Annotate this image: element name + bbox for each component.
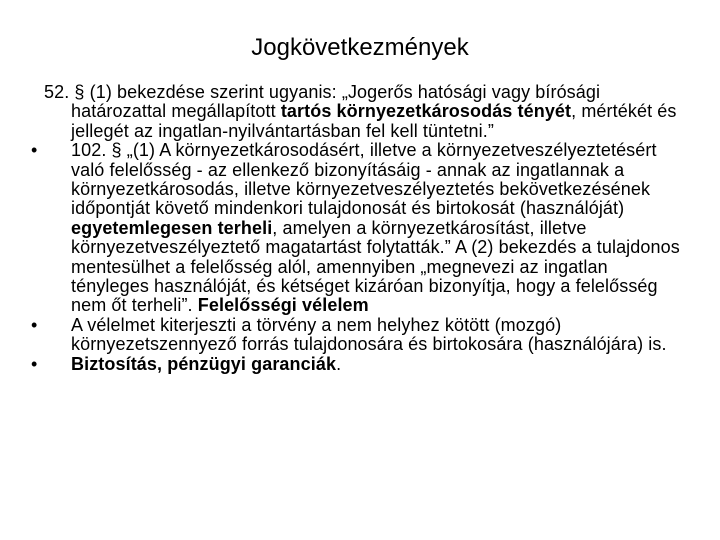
bullet-item-102 — [31, 140, 684, 316]
bullet-item-velelem — [31, 314, 684, 355]
bullet-102-text: 102. § „(1) A környezetkárosodásért, illetve a környezetveszélyeztetésért való felelősség - az ellenkező bizonyításáig - annak az ingatlannak a környezetkárosodás, illetve környezetveszélyeztetés bekövetkezésének időpontját követő mindenkori tulajdonosát és birtokosát (használóját) — [71, 140, 657, 219]
bullet-icon: • — [31, 314, 38, 335]
bullet-item-biztositas — [31, 353, 684, 374]
bullet-icon: • — [31, 353, 38, 374]
bullet-102-bold-2: Felelősségi vélelem — [197, 295, 369, 316]
bullet-icon: • — [31, 140, 38, 161]
paragraph-52-text-end: , mértékét és jellegét az ingatlan-nyilvántartásban fel kell tüntetni.” — [71, 101, 677, 141]
slide-body — [31, 82, 684, 374]
paragraph-52-bold: tartós környezetkárosodás tényét — [280, 101, 572, 122]
bullet-biztositas-bold: Biztosítás, pénzügyi garanciák — [71, 353, 337, 374]
bullet-velelem-text: A vélelmet kiterjeszti a törvény a nem helyhez kötött (mozgó) környezetszennyező forrás tulajdonosára és birtokosára (használójára) is. — [71, 314, 667, 355]
bullet-102-bold-1: egyetemlegesen terheli — [71, 217, 273, 238]
bullet-102-text-2: , amelyen a környezetkárosítást, illetve környezetveszélyeztető magatartást folytatták.” A (2) bekezdés a tulajdonos mentesülhet a felelősség alól, amennyiben „megnevezi az ingatlan tényleges használóját, és kétséget kizáróan bizonyítja, hogy a felelősség nem őt terheli”. — [71, 217, 680, 316]
paragraph-52-text: 52. § (1) bekezdése szerint ugyanis: „Jogerős hatósági vagy bírósági határozattal megállapított — [44, 82, 601, 122]
bullet-biztositas-text: . — [336, 353, 342, 374]
slide-title: Jogkövetkezmények — [251, 34, 469, 61]
paragraph-52 — [44, 83, 684, 141]
